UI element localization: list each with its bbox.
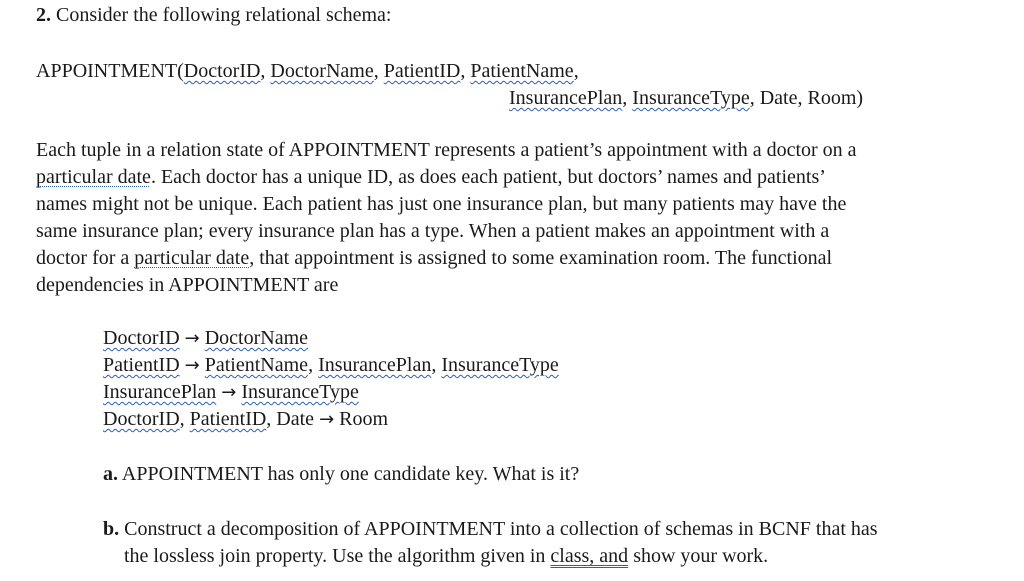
attr-patient-id: PatientID <box>383 60 461 82</box>
paragraph-line-1: Each tuple in a relation state of APPOINTMENT represents a patient’s appointment with a doctor on a <box>36 139 857 161</box>
paragraph-line-2: particular date. Each doctor has a unique ID, as does each patient, but doctors’ names and patients’ <box>36 166 826 188</box>
attr-date: Date <box>759 87 798 109</box>
relation-name: APPOINTMENT( <box>36 60 184 82</box>
paragraph-line-5: doctor for a particular date, that appointment is assigned to some examination room. The functional <box>36 247 833 269</box>
arrow-icon: → <box>184 355 200 376</box>
part-b-line-2: the lossless join property. Use the algorithm given in class, and show your work. <box>124 545 769 567</box>
part-a-text: APPOINTMENT has only one candidate key. What is it? <box>118 463 580 485</box>
part-b-line-1 <box>103 517 878 541</box>
fd-2: PatientID → PatientName, InsurancePlan, InsuranceType <box>103 354 559 376</box>
part-a-label: a. <box>103 463 118 485</box>
attr-insurance-type: InsuranceType <box>632 87 750 109</box>
schema-line-2: InsurancePlan, InsuranceType, Date, Room) <box>509 87 864 109</box>
question-number: 2. <box>36 4 51 26</box>
attr-insurance-plan: InsurancePlan <box>509 87 623 109</box>
attr-doctor-id: DoctorID <box>183 60 261 82</box>
paragraph-line-4: same insurance plan; every insurance plan has a type. When a patient makes an appointment with a <box>36 220 830 242</box>
particular-date-1: particular date <box>36 166 151 188</box>
schema-close: ) <box>856 87 864 109</box>
particular-date-2: particular date <box>134 247 250 269</box>
paragraph-line-3: names might not be unique. Each patient has just one insurance plan, but many patients may have the <box>36 193 847 215</box>
question-intro: Consider the following relational schema: <box>56 4 392 26</box>
part-b-label: b. <box>103 518 120 540</box>
attr-doctor-name: DoctorName <box>270 60 374 82</box>
fd-1: DoctorID → DoctorName <box>103 327 309 349</box>
part-a <box>103 462 579 486</box>
question-header <box>36 3 391 27</box>
fd-4: DoctorID, PatientID, Date → Room <box>103 408 389 430</box>
arrow-icon: → <box>319 409 335 430</box>
arrow-icon: → <box>184 328 200 349</box>
part-b-text-1: Construct a decomposition of APPOINTMENT into a collection of schemas in BCNF that has <box>119 518 878 540</box>
paragraph-line-6: dependencies in APPOINTMENT are <box>36 274 339 296</box>
schema-line-1: APPOINTMENT(DoctorID, DoctorName, PatientID, PatientName, <box>36 60 579 82</box>
class-and-phrase: class, and <box>550 545 629 567</box>
attr-patient-name: PatientName <box>470 60 574 82</box>
arrow-icon: → <box>221 382 237 403</box>
fd-3: InsurancePlan → InsuranceType <box>103 381 359 403</box>
attr-room: Room <box>807 87 857 109</box>
